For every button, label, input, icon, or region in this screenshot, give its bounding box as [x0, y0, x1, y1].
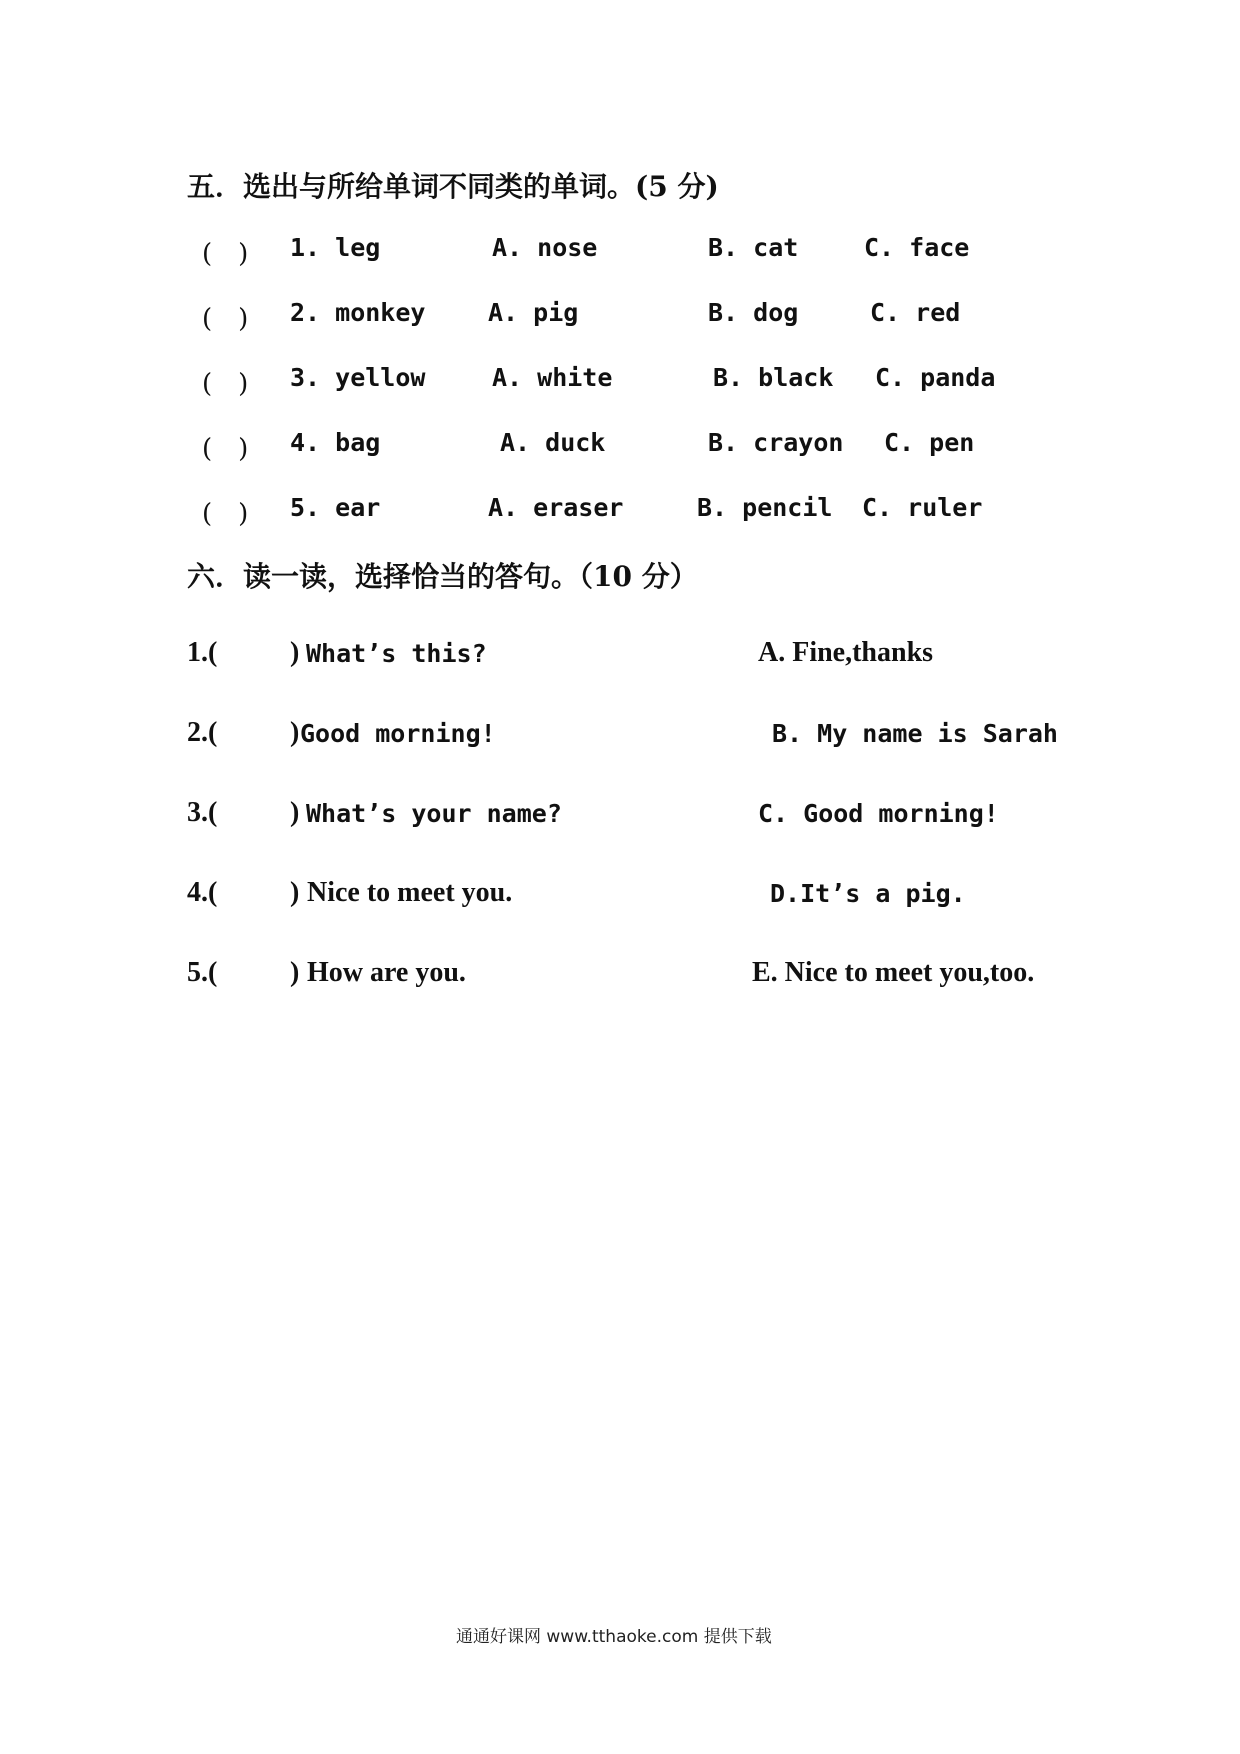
answer-option: C. Good morning!: [758, 799, 999, 828]
item-stem: 3. yellow: [290, 363, 426, 392]
option-c: C. panda: [875, 363, 996, 392]
answer-blank[interactable]: ( ): [202, 369, 249, 399]
option-b: B. black: [713, 363, 834, 392]
answer-blank[interactable]: ( ): [202, 304, 249, 334]
question-text: What’s your name?: [306, 799, 562, 828]
option-a: A. eraser: [488, 493, 624, 522]
option-a: A. nose: [492, 233, 598, 262]
option-a: A. duck: [500, 428, 606, 457]
question-number: 3.(: [187, 797, 218, 828]
question-text: Nice to meet you.: [307, 877, 513, 908]
answer-option: A. Fine,thanks: [758, 637, 934, 668]
question-text: Good morning!: [300, 719, 496, 748]
option-a: A. white: [492, 363, 613, 392]
section6-title: 六．读一读，选择恰当的答句。（10 分）: [187, 560, 698, 593]
option-b: B. crayon: [708, 428, 844, 457]
option-c: C. face: [864, 233, 970, 262]
option-b: B. cat: [708, 233, 799, 262]
option-b: B. dog: [708, 298, 799, 327]
answer-option: E. Nice to meet you,too.: [752, 957, 1035, 988]
question-number: 5.(: [187, 957, 218, 988]
answer-blank[interactable]: ( ): [202, 434, 249, 464]
answer-blank-close[interactable]: ): [290, 637, 300, 668]
question-text: What’s this?: [306, 639, 487, 668]
answer-blank-close[interactable]: ): [290, 797, 300, 828]
option-a: A. pig: [488, 298, 579, 327]
answer-blank[interactable]: ( ): [202, 499, 249, 529]
answer-blank-close[interactable]: ): [290, 957, 300, 988]
item-stem: 1. leg: [290, 233, 381, 262]
item-stem: 4. bag: [290, 428, 381, 457]
item-stem: 5. ear: [290, 493, 381, 522]
answer-option: D.It’s a pig.: [770, 879, 966, 908]
question-number: 4.(: [187, 877, 218, 908]
question-number: 2.(: [187, 717, 218, 748]
question-number: 1.(: [187, 637, 218, 668]
option-c: C. red: [870, 298, 961, 327]
option-c: C. ruler: [862, 493, 983, 522]
footer-credit: 通通好课网 www.tthaoke.com 提供下载: [456, 1627, 772, 1647]
answer-blank-close[interactable]: ): [290, 877, 300, 908]
answer-blank-close[interactable]: ): [290, 717, 300, 748]
question-text: How are you.: [307, 957, 466, 988]
item-stem: 2. monkey: [290, 298, 426, 327]
option-b: B. pencil: [697, 493, 833, 522]
section5-title: 五．选出与所给单词不同类的单词。(5 分): [187, 170, 719, 203]
answer-option: B. My name is Sarah: [772, 719, 1058, 748]
answer-blank[interactable]: ( ): [202, 239, 249, 269]
option-c: C. pen: [884, 428, 975, 457]
